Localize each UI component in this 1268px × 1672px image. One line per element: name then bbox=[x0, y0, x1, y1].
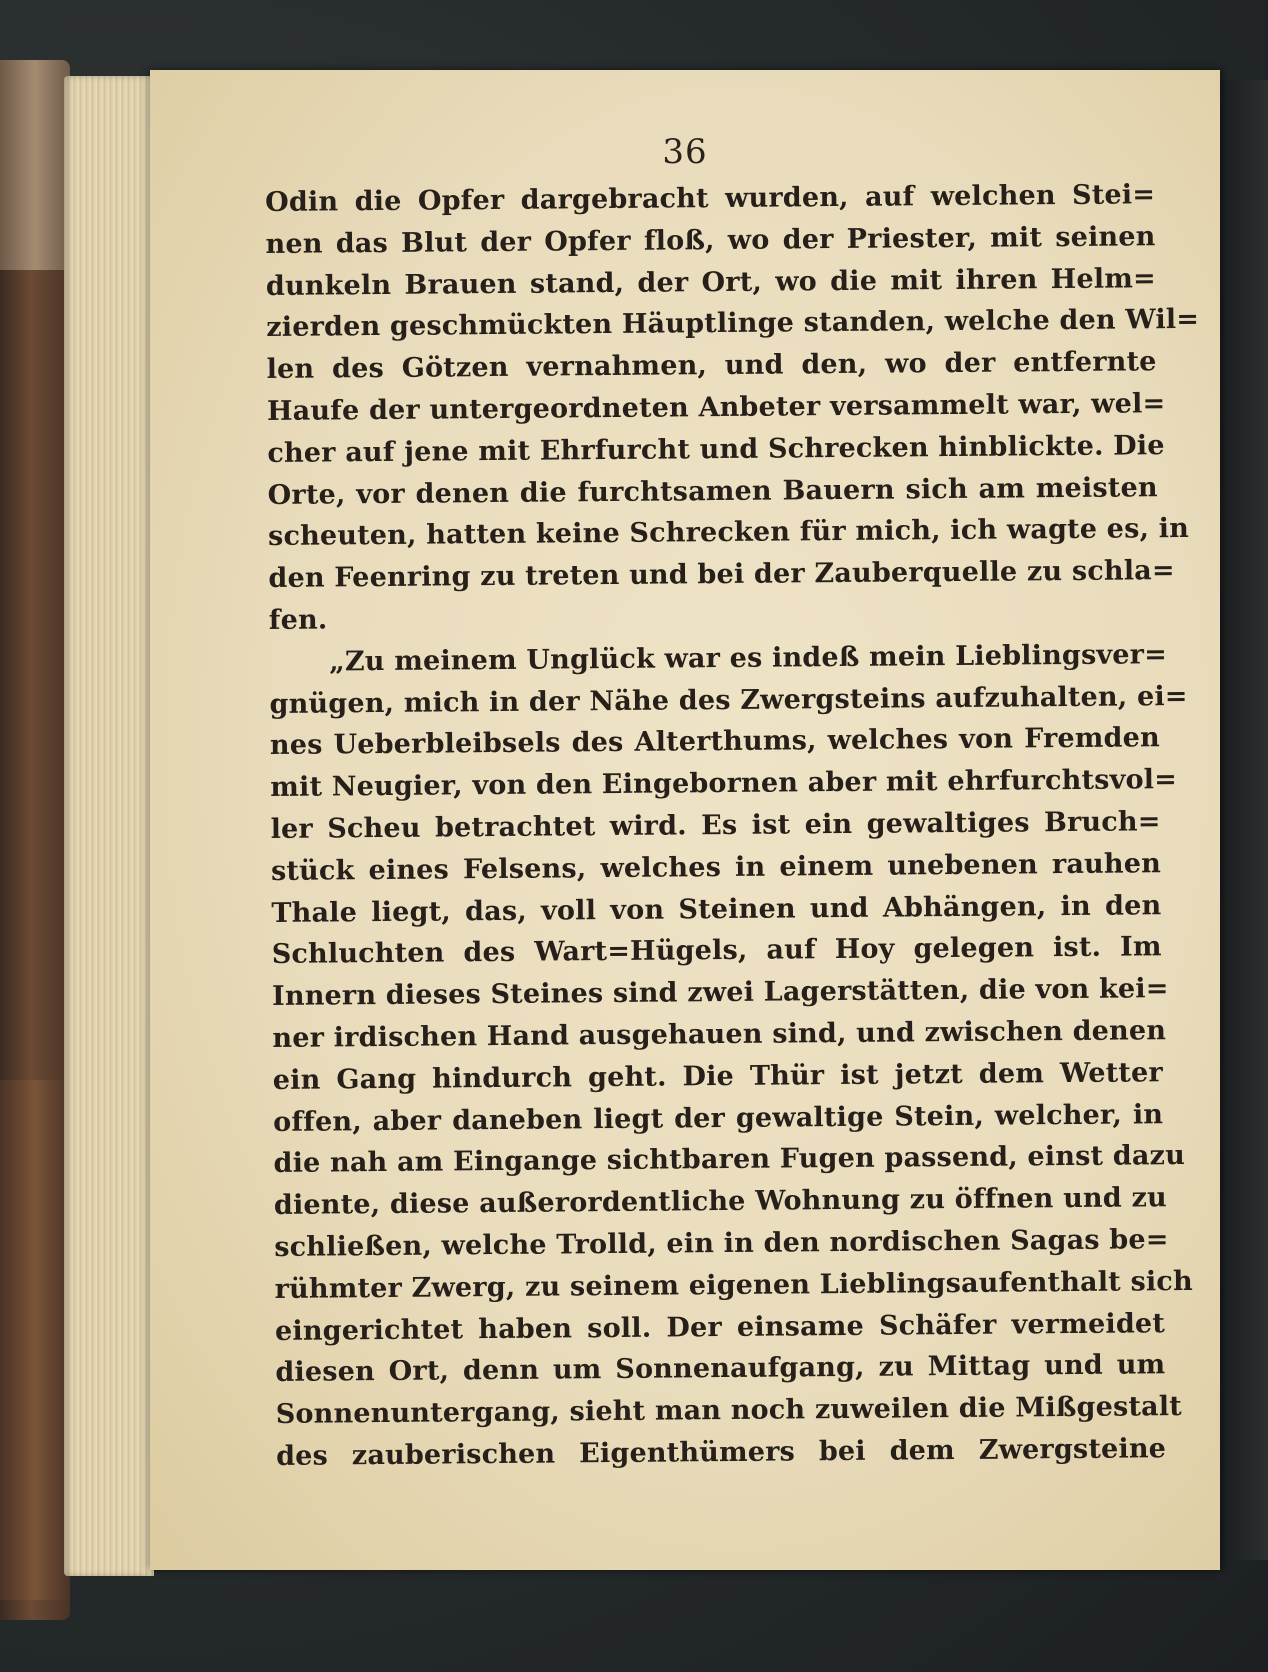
text-line: mit Neugier, von den Eingebornen aber mit ehrfurchtsvol= bbox=[270, 764, 1178, 804]
text-line: dunkeln Brauen stand, der Ort, wo die mit ihren Helm= bbox=[265, 262, 1157, 302]
text-line: den Feenring zu treten und bei der Zauberquelle zu schla= bbox=[268, 555, 1175, 595]
text-line: Innern dieses Steines sind zwei Lagerstätten, die von kei= bbox=[271, 973, 1169, 1013]
text-line: rühmter Zwerg, zu seinem eigenen Lieblingsaufenthalt sich bbox=[274, 1265, 1193, 1305]
text-line: scheuten, hatten keine Schrecken für mich, ich wagte es, in bbox=[267, 513, 1190, 553]
text-line: ner irdischen Hand ausgehauen sind, und zwischen denen bbox=[272, 1015, 1167, 1054]
text-line: des zauberischen Eigenthümers bei dem Zwergsteine bbox=[275, 1433, 1167, 1472]
text-line: nen das Blut der Opfer floß, wo der Priester, mit seinen bbox=[265, 221, 1156, 260]
text-line: nes Ueberbleibsels des Alterthums, welches von Fremden bbox=[269, 722, 1161, 762]
right-page-shadow bbox=[1220, 80, 1268, 1560]
text-line: schließen, welche Trolld, ein in den nordischen Sagas be= bbox=[274, 1224, 1169, 1263]
text-line: gnügen, mich in der Nähe des Zwergsteins aufzuhalten, ei= bbox=[269, 680, 1188, 720]
text-line: ein Gang hindurch geht. Die Thür ist jetzt dem Wetter bbox=[272, 1056, 1163, 1096]
text-line: diente, diese außerordentliche Wohnung zu öffnen und zu bbox=[273, 1182, 1168, 1222]
text-line: Thale liegt, das, voll von Steinen und Abhängen, in den bbox=[271, 889, 1162, 929]
page-number: 36 bbox=[662, 132, 708, 172]
text-line: Sonnenuntergang, sieht man noch zuweilen die Mißgestalt bbox=[275, 1391, 1183, 1431]
book-page bbox=[150, 70, 1220, 1570]
text-line: zierden geschmückten Häuptlinge standen, welche den Wil= bbox=[266, 304, 1200, 344]
text-line: cher auf jene mit Ehrfurcht und Schrecken hinblickte. Die bbox=[267, 429, 1165, 469]
text-line: diesen Ort, denn um Sonnenaufgang, zu Mittag und um bbox=[275, 1349, 1166, 1389]
text-line: offen, aber daneben liegt der gewaltige Stein, welcher, in bbox=[273, 1098, 1164, 1138]
text-line: Schluchten des Wart=Hügels, auf Hoy gelegen ist. Im bbox=[271, 931, 1162, 971]
text-line: ler Scheu betrachtet wird. Es ist ein gewaltiges Bruch= bbox=[270, 806, 1161, 845]
text-line: stück eines Felsens, welches in einem unebenen rauhen bbox=[270, 847, 1162, 887]
text-line: Haufe der untergeordneten Anbeter versammelt war, wel= bbox=[266, 388, 1166, 427]
text-line: fen. bbox=[268, 604, 328, 636]
page-text bbox=[265, 174, 1200, 1477]
text-line: „Zu meinem Unglück war es indeß mein Lieblingsver= bbox=[329, 638, 1168, 678]
spine-lower-band bbox=[0, 1080, 70, 1600]
page-edges bbox=[64, 76, 154, 1576]
text-line: Orte, vor denen die furchtsamen Bauern sich am meisten bbox=[267, 471, 1158, 511]
spine-upper-band bbox=[0, 60, 70, 270]
text-line: eingerichtet haben soll. Der einsame Schäfer vermeidet bbox=[274, 1307, 1166, 1347]
text-line: die nah am Eingange sichtbaren Fugen passend, einst dazu bbox=[273, 1140, 1186, 1180]
text-line: len des Götzen vernahmen, und den, wo der entfernte bbox=[266, 346, 1157, 386]
text-line: Odin die Opfer dargebracht wurden, auf welchen Stei= bbox=[265, 179, 1156, 218]
